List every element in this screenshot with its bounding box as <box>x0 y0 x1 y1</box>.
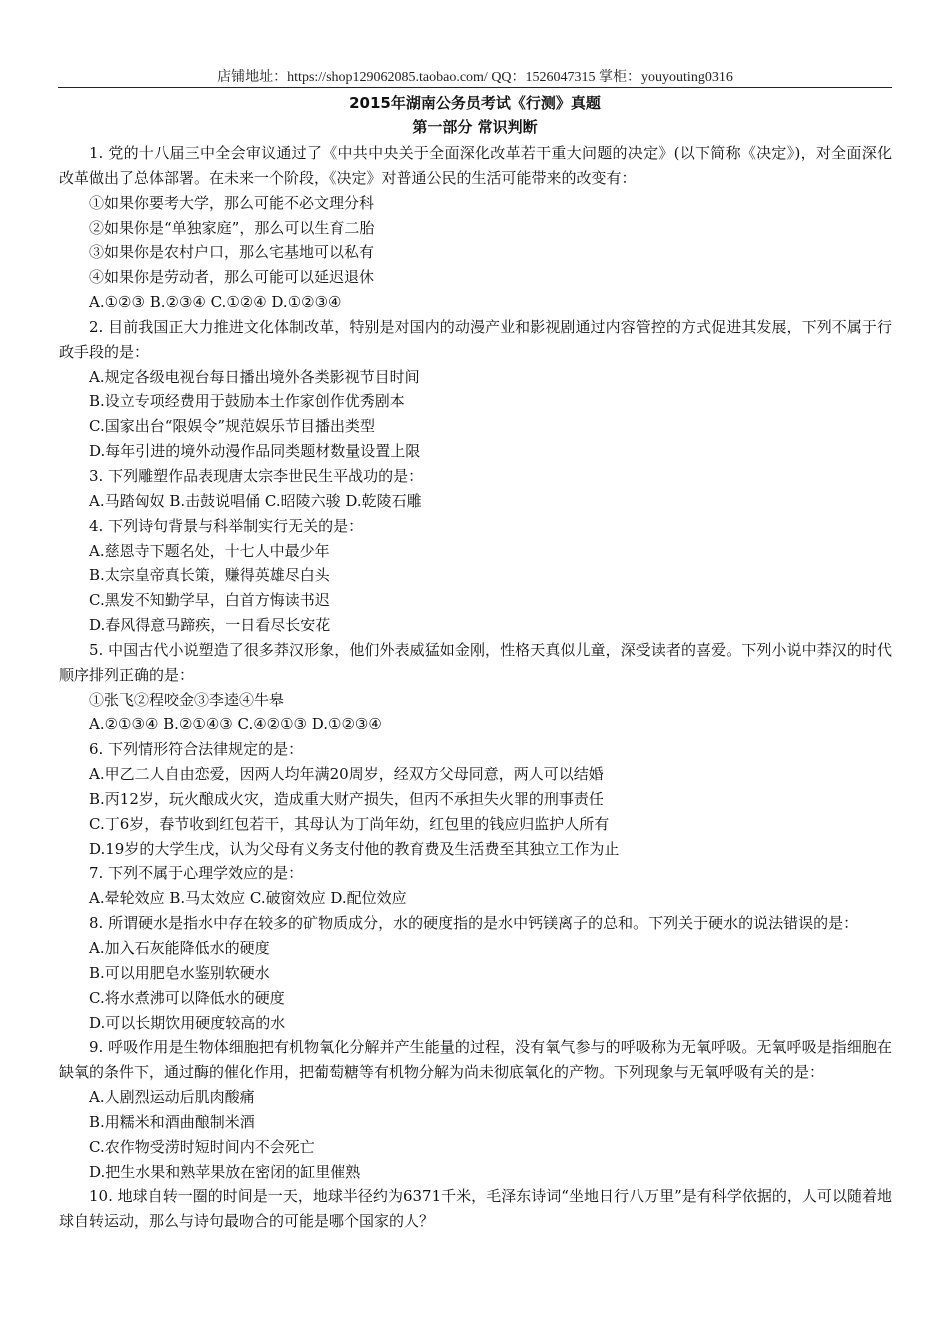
text-line: D.每年引进的境外动漫作品同类题材数量设置上限 <box>89 442 421 461</box>
text-line: ①张飞②程咬金③李逵④牛皋 <box>89 690 285 709</box>
text-line: A.人剧烈运动后肌肉酸痛 <box>89 1088 255 1107</box>
question-paragraph: 9. 呼吸作用是生物体细胞把有机物氧化分解并产生能量的过程，没有氧气参与的呼吸称为无氧呼吸。无氧呼吸是指细胞在缺氧的条件下，通过酶的催化作用，把葡萄糖等有机物分解为尚未彻底氧化的产物。下列现象与无氧呼吸有关的是： <box>59 1038 892 1082</box>
text-line: D.春风得意马蹄疾，一日看尽长安花 <box>89 616 331 635</box>
text-line: B.用糯米和酒曲酿制米酒 <box>89 1112 255 1131</box>
text-line: B.太宗皇帝真长策，赚得英雄尽白头 <box>89 566 330 585</box>
text-line: B.设立专项经费用于鼓励本土作家创作优秀剧本 <box>89 392 405 411</box>
shop-header: 店铺地址：https://shop129062085.taobao.com/ QQ：1526047315 掌柜：youyouting0316 <box>217 70 733 85</box>
text-line: C.丁6岁，春节收到红包若干，其母认为丁尚年幼，红包里的钱应归监护人所有 <box>89 814 610 833</box>
text-line: A.马踏匈奴 B.击鼓说唱俑 C.昭陵六骏 D.乾陵石雕 <box>89 491 422 510</box>
text-line: D.可以长期饮用硬度较高的水 <box>89 1013 286 1032</box>
text-line: A.慈恩寺下题名处，十七人中最少年 <box>89 541 330 560</box>
text-line: C.农作物受涝时短时间内不会死亡 <box>89 1137 315 1156</box>
text-line: B.可以用肥皂水鉴别软硬水 <box>89 963 270 982</box>
question-paragraph: 8. 所谓硬水是指水中存在较多的矿物质成分，水的硬度指的是水中钙镁离子的总和。下列关于硬水的说法错误的是： <box>89 914 859 933</box>
text-line: A.加入石灰能降低水的硬度 <box>89 939 270 957</box>
text-line: A.②①③④ B.②①④③ C.④②①③ D.①②③④ <box>89 715 382 734</box>
text-line: 6. 下列情形符合法律规定的是： <box>89 740 304 759</box>
text-line: 4. 下列诗句背景与科举制实行无关的是： <box>89 516 364 535</box>
text-line: A.①②③ B.②③④ C.①②④ D.①②③④ <box>89 293 342 312</box>
question-paragraph: 1. 党的十八届三中全会审议通过了《中共中央关于全面深化改革若干重大问题的决定》(以下简称《决定》)，对全面深化改革做出了总体部署。在未来一个阶段，《决定》对普通公民的生活可能带来的改变有： <box>59 144 892 187</box>
text-line: 7. 下列不属于心理学效应的是： <box>89 864 304 883</box>
question-paragraph: 2. 目前我国正大力推进文化体制改革，特别是对国内的动漫产业和影视剧通过内容管控的方式促进其发展，下列不属于行政手段的是： <box>59 317 892 361</box>
text-line: D.把生水果和熟苹果放在密闭的缸里催熟 <box>89 1162 361 1181</box>
text-line: A.规定各级电视台每日播出境外各类影视节目时间 <box>89 367 420 386</box>
text-line: C.国家出台“限娱令”规范娱乐节目播出类型 <box>89 417 376 436</box>
text-line: A.甲乙二人自由恋爱，因两人均年满20周岁，经双方父母同意，两人可以结婚 <box>89 765 604 784</box>
text-line: ③如果你是农村户口，那么宅基地可以私有 <box>89 243 375 262</box>
text-line: ④如果你是劳动者，那么可能可以延迟退休 <box>89 268 375 287</box>
text-line: B.丙12岁，玩火酿成火灾，造成重大财产损失，但丙不承担失火罪的刑事责任 <box>89 789 604 808</box>
text-line: ①如果你要考大学，那么可能不必文理分科 <box>89 193 375 212</box>
section-heading: 第一部分 常识判断 <box>412 118 538 136</box>
text-line: C.将水煮沸可以降低水的硬度 <box>89 988 285 1007</box>
header-divider <box>58 87 892 88</box>
text-line: ②如果你是“单独家庭”，那么可以生育二胎 <box>89 218 375 237</box>
text-line: D.19岁的大学生戊，认为父母有义务支付他的教育费及生活费至其独立工作为止 <box>89 839 620 858</box>
text-line: 3. 下列雕塑作品表现唐太宗李世民生平战功的是： <box>89 466 424 485</box>
text-line: A.晕轮效应 B.马太效应 C.破窗效应 D.配位效应 <box>89 889 407 908</box>
question-body <box>59 141 892 1234</box>
text-line: C.黑发不知勤学早，白首方悔读书迟 <box>89 591 330 610</box>
document-title: 2015年湖南公务员考试《行测》真题 <box>349 94 601 112</box>
question-paragraph: 5. 中国古代小说塑造了很多莽汉形象，他们外表威猛如金刚，性格天真似儿童，深受读者的喜爱。下列小说中莽汉的时代顺序排列正确的是： <box>59 640 892 684</box>
question-paragraph: 10. 地球自转一圈的时间是一天，地球半径约为6371千米，毛泽东诗词“坐地日行八万里”是有科学依据的，人可以随着地球自转运动，那么与诗句最吻合的可能是哪个国家的人？ <box>59 1187 892 1231</box>
